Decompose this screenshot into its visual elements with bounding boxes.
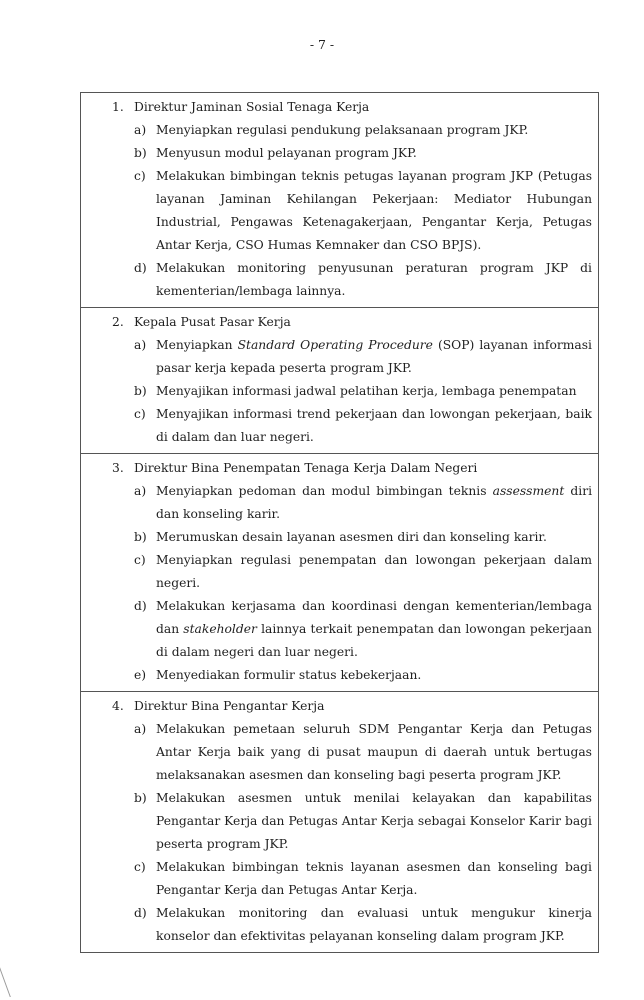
item-letter: b): [134, 791, 147, 805]
list-item: [81, 165, 592, 257]
section-heading: [81, 311, 592, 334]
item-text: [156, 142, 592, 165]
item-letter: e): [134, 668, 147, 682]
item-text: [156, 165, 592, 257]
table-row: [81, 93, 598, 307]
responsibilities-table: [80, 92, 599, 953]
list-item: [81, 257, 592, 303]
item-letter: b): [134, 146, 147, 160]
list-item: [81, 334, 592, 380]
list-item: [81, 403, 592, 449]
item-letter: a): [134, 123, 147, 137]
item-letter: c): [134, 860, 146, 874]
text-segment: Menyediakan formulir status kebekerjaan.: [156, 668, 422, 682]
italic-term: stakeholder: [183, 622, 257, 636]
text-segment: Melakukan monitoring penyusunan peraturan program JKP di kementerian/lembaga lainnya.: [156, 261, 592, 298]
text-segment: diri dan konseling karir.: [156, 484, 593, 521]
list-item: [81, 549, 592, 595]
section-number: 4.: [112, 699, 124, 713]
section-number: 3.: [112, 461, 124, 475]
item-text: [156, 334, 592, 380]
text-segment: Menyajikan informasi trend pekerjaan dan lowongan pekerjaan, baik di dalam dan luar negeri.: [156, 407, 592, 444]
section-number: 2.: [112, 315, 124, 329]
text-segment: Melakukan monitoring dan evaluasi untuk mengukur kinerja konselor dan efektivitas pelayanan konseling dalam program JKP.: [156, 906, 592, 943]
section-heading: [81, 96, 592, 119]
list-item: [81, 595, 592, 664]
item-text: [156, 718, 592, 787]
list-item: [81, 380, 592, 403]
section-title: Direktur Bina Pengantar Kerja: [134, 699, 325, 713]
list-item: [81, 480, 592, 526]
text-segment: (SOP) layanan informasi pasar kerja kepada peserta program JKP.: [156, 338, 592, 375]
item-letter: b): [134, 384, 147, 398]
list-item: [81, 787, 592, 856]
item-text: [156, 526, 592, 549]
item-letter: d): [134, 599, 147, 613]
item-text: [156, 787, 592, 856]
item-text: [156, 595, 592, 664]
text-segment: Merumuskan desain layanan asesmen diri dan konseling karir.: [156, 530, 547, 544]
text-segment: Melakukan pemetaan seluruh SDM Pengantar Kerja dan Petugas Antar Kerja baik yang di pusat maupun di daerah untuk bertugas melaksanakan asesmen dan konseling bagi peserta program JKP.: [156, 722, 592, 782]
list-item: [81, 902, 592, 948]
text-segment: Menyiapkan pedoman dan modul bimbingan teknis: [156, 484, 493, 498]
section-title: Direktur Jaminan Sosial Tenaga Kerja: [134, 100, 370, 114]
italic-term: Standard Operating Procedure: [237, 338, 433, 352]
text-segment: Menyiapkan regulasi penempatan dan lowongan pekerjaan dalam negeri.: [156, 553, 592, 590]
item-letter: a): [134, 338, 147, 352]
list-item: [81, 526, 592, 549]
section-heading: [81, 457, 592, 480]
section-number-cell: [81, 311, 134, 334]
list-item: [81, 142, 592, 165]
item-text: [156, 403, 592, 449]
item-letter: d): [134, 906, 147, 920]
table-row: [81, 691, 598, 952]
text-segment: Melakukan kerjasama dan koordinasi dengan kementerian/lembaga dan: [156, 599, 592, 636]
text-segment: Menyiapkan: [156, 338, 238, 352]
item-text: [156, 380, 592, 403]
text-segment: Menyusun modul pelayanan program JKP.: [156, 146, 417, 160]
section-number-cell: [81, 695, 134, 718]
item-text: [156, 664, 592, 687]
item-text: [156, 480, 592, 526]
section-heading: [81, 695, 592, 718]
item-letter: a): [134, 722, 147, 736]
text-segment: Melakukan bimbingan teknis petugas layanan program JKP (Petugas layanan Jaminan Kehilangan Pekerjaan: Mediator Hubungan Industrial, Pengawas Ketenagakerjaan, Pengantar Kerja, Petugas Antar Kerja, CSO Humas Kemnaker dan CSO BPJS).: [156, 169, 592, 252]
table-row: [81, 307, 598, 453]
scan-artifact-line: [0, 965, 25, 997]
section-title: Kepala Pusat Pasar Kerja: [134, 315, 291, 329]
item-letter: c): [134, 553, 146, 567]
item-text: [156, 856, 592, 902]
text-segment: lainnya terkait penempatan dan lowongan pekerjaan di dalam negeri dan luar negeri.: [156, 622, 592, 659]
item-letter: b): [134, 530, 147, 544]
item-letter: c): [134, 407, 146, 421]
text-segment: Menyiapkan regulasi pendukung pelaksanaan program JKP.: [156, 123, 529, 137]
text-segment: Melakukan bimbingan teknis layanan asesmen dan konseling bagi Pengantar Kerja dan Petugas Antar Kerja.: [156, 860, 592, 897]
italic-term: assessment: [492, 484, 565, 498]
item-text: [156, 902, 592, 948]
item-letter: c): [134, 169, 146, 183]
list-item: [81, 119, 592, 142]
list-item: [81, 718, 592, 787]
item-text: [156, 549, 592, 595]
table-row: [81, 453, 598, 691]
section-title: Direktur Bina Penempatan Tenaga Kerja Dalam Negeri: [134, 461, 478, 475]
item-text: [156, 119, 592, 142]
item-letter: d): [134, 261, 147, 275]
text-segment: Melakukan asesmen untuk menilai kelayakan dan kapabilitas Pengantar Kerja dan Petugas Antar Kerja sebagai Konselor Karir bagi peserta program JKP.: [156, 791, 592, 851]
section-number-cell: [81, 457, 134, 480]
text-segment: Menyajikan informasi jadwal pelatihan kerja, lembaga penempatan: [156, 384, 577, 398]
list-item: [81, 664, 592, 687]
section-number-cell: [81, 96, 134, 119]
item-text: [156, 257, 592, 303]
page-number: - 7 -: [309, 37, 335, 52]
section-number: 1.: [112, 100, 124, 114]
list-item: [81, 856, 592, 902]
item-letter: a): [134, 484, 147, 498]
